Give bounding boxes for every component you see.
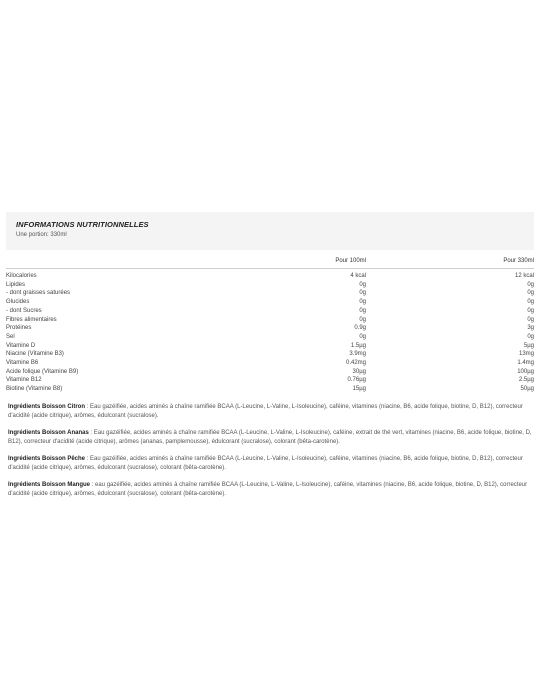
value-per-330ml: 0g bbox=[527, 290, 534, 297]
table-row bbox=[6, 359, 534, 368]
table-row bbox=[6, 385, 534, 394]
value-per-330ml: 3g bbox=[527, 325, 534, 332]
ingredient-heading: Ingrédients Boisson Ananas bbox=[8, 429, 89, 436]
value-per-100ml: 0g bbox=[359, 290, 366, 297]
value-per-100ml: 0g bbox=[359, 281, 366, 288]
header-per-330ml: Pour 330ml bbox=[366, 254, 534, 269]
table-row bbox=[6, 316, 534, 325]
table-row bbox=[6, 342, 534, 351]
value-per-330ml: 0g bbox=[527, 281, 534, 288]
table-row bbox=[6, 333, 534, 342]
value-per-330ml: 100µg bbox=[517, 368, 534, 375]
value-per-100ml: 0g bbox=[359, 307, 366, 314]
table-row bbox=[6, 368, 534, 377]
table-row bbox=[6, 289, 534, 298]
table-row bbox=[6, 269, 534, 281]
table-row bbox=[6, 298, 534, 307]
header-label-cell bbox=[6, 254, 166, 269]
ingredient-paragraph bbox=[8, 403, 534, 421]
value-per-100ml: 0.9g bbox=[354, 325, 366, 332]
value-per-330ml: 2.5µg bbox=[518, 377, 534, 384]
value-per-330ml: 13mg bbox=[518, 351, 534, 358]
nutrient-label: Sel bbox=[6, 333, 15, 340]
nutrient-label: Niacine (Vitamine B3) bbox=[6, 351, 64, 358]
ingredients-section bbox=[6, 403, 534, 499]
header-per-100ml: Pour 100ml bbox=[166, 254, 366, 269]
ingredient-paragraph bbox=[8, 429, 534, 447]
table-row bbox=[6, 376, 534, 385]
nutrient-label: Protéines bbox=[6, 325, 32, 332]
value-per-100ml: 0g bbox=[359, 299, 366, 306]
nutrient-label: Vitamine D bbox=[6, 342, 36, 349]
value-per-100ml: 3.9mg bbox=[349, 351, 366, 358]
nutrient-label: Biotine (Vitamine B8) bbox=[6, 386, 63, 393]
value-per-100ml: 0.42mg bbox=[345, 360, 366, 367]
nutrition-rows bbox=[6, 269, 534, 394]
nutrient-label: Acide folique (Vitamine B9) bbox=[6, 368, 79, 375]
table-row bbox=[6, 307, 534, 316]
value-per-330ml: 0g bbox=[527, 299, 534, 306]
value-per-100ml: 0g bbox=[359, 316, 366, 323]
ingredient-heading: Ingrédients Boisson Mangue bbox=[8, 481, 91, 488]
table-header-row bbox=[6, 254, 534, 269]
value-per-330ml: 0g bbox=[527, 307, 534, 314]
nutrient-label: Fibres alimentaires bbox=[6, 316, 57, 323]
value-per-330ml: 12 kcal bbox=[514, 273, 534, 279]
nutrient-label: - dont Sucres bbox=[6, 307, 42, 314]
table-row bbox=[6, 350, 534, 359]
value-per-100ml: 1.5µg bbox=[350, 342, 366, 349]
ingredient-paragraph bbox=[8, 455, 534, 473]
ingredient-text: : Eau gazéifiée, acides aminés à chaîne ramifiée BCAA (L-Leucine, L-Valine, L-Isoleucine), caféine, vitamines (niacine, B6, acide folique, biotine, D, B12), correcteur d'acidité (acide citrique), arômes, édulcorant (sucralose), colorant (bêta-carotène). bbox=[8, 455, 523, 471]
portion-size: Une portion: 330ml bbox=[16, 232, 67, 238]
value-per-330ml: 0g bbox=[527, 316, 534, 323]
table-row bbox=[6, 324, 534, 333]
value-per-100ml: 15µg bbox=[352, 386, 366, 393]
nutrition-title: INFORMATIONS NUTRITIONNELLES bbox=[16, 220, 149, 229]
nutrient-label: Lipides bbox=[6, 281, 26, 288]
value-per-100ml: 0.76µg bbox=[347, 377, 366, 384]
value-per-330ml: 50µg bbox=[520, 386, 534, 393]
nutrient-label: Kilocalories bbox=[6, 273, 37, 279]
ingredient-paragraph bbox=[8, 481, 534, 499]
nutrition-table bbox=[6, 254, 534, 394]
ingredient-text: : Eau gazéifiée, acides aminés à chaîne ramifiée BCAA (L-Leucine, L-Valine, L-Isoleucine), caféine, extrait de thé vert, vitamines (niacine, B6, acide folique, biotine, D, B12), correcteur d'acidité (acide citrique), arômes (ananas, pamplemousse), édulcorant (sucralose), colorant (bêta-carotène). bbox=[8, 429, 532, 445]
value-per-330ml: 0g bbox=[527, 333, 534, 340]
ingredient-text: : Eau gazéifiée, acides aminés à chaîne ramifiée BCAA (L-Leucine, L-Valine, L-Isoleucine), caféine, vitamines (niacine, B6, acide folique, biotine, D, B12), correcteur d'acidité (acide citrique), arômes, édulcorant (sucralose). bbox=[8, 403, 523, 419]
ingredient-heading: Ingrédients Boisson Pêche bbox=[8, 455, 86, 462]
table-row bbox=[6, 281, 534, 290]
nutrition-panel bbox=[6, 212, 534, 507]
nutrition-header bbox=[6, 212, 534, 250]
value-per-330ml: 1.4mg bbox=[517, 360, 534, 367]
nutrient-label: Glucides bbox=[6, 299, 30, 306]
nutrient-label: - dont graisses saturées bbox=[6, 290, 71, 297]
nutrient-label: Vitamine B6 bbox=[6, 360, 39, 367]
value-per-100ml: 30µg bbox=[352, 368, 366, 375]
value-per-100ml: 4 kcal bbox=[350, 273, 366, 279]
value-per-330ml: 5µg bbox=[523, 342, 534, 349]
ingredient-text: : eau gazéifiée, acides aminés à chaîne ramifiée BCAA (L-Leucine, L-Valine, L-Isoleucine), caféine, vitamines (niacine, B6, acide folique, biotine, D, B12), correcteur d'acidité (acide citrique), arômes, édulcorant (sucralose), colorant (bêta-carotène). bbox=[8, 481, 528, 497]
ingredient-heading: Ingrédients Boisson Citron bbox=[8, 403, 86, 410]
nutrient-label: Vitamine B12 bbox=[6, 377, 42, 384]
value-per-100ml: 0g bbox=[359, 333, 366, 340]
